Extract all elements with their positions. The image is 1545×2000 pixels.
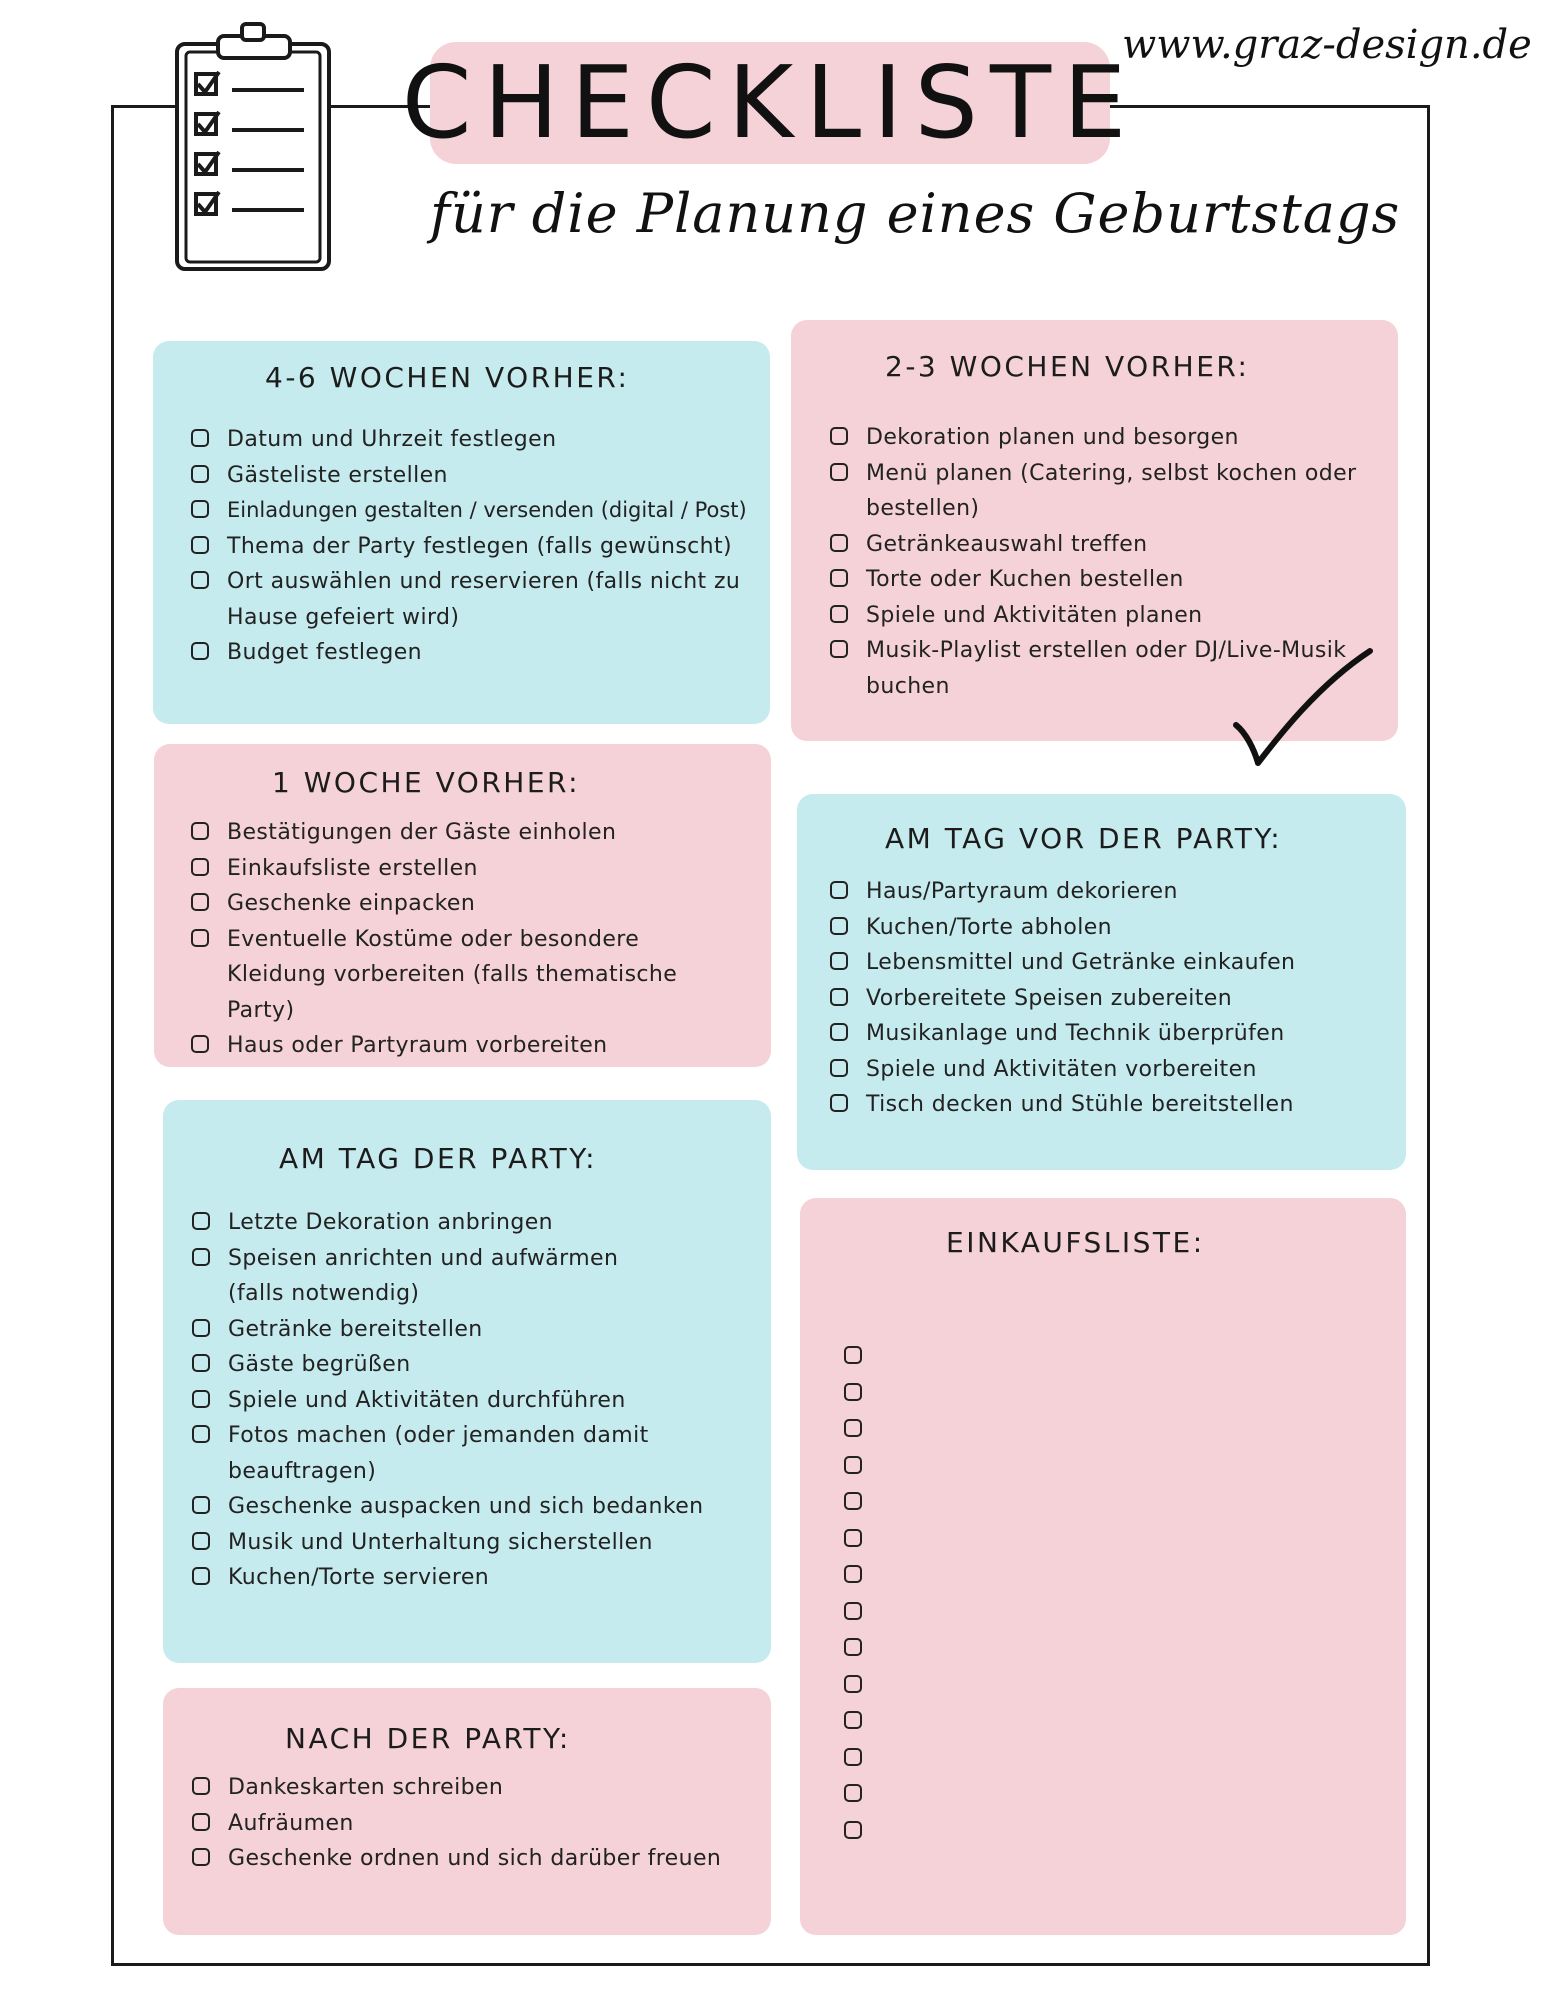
checkbox-icon[interactable] xyxy=(191,571,209,589)
list-item[interactable] xyxy=(844,1602,874,1620)
checkbox-icon[interactable] xyxy=(830,1059,848,1077)
checkbox-icon[interactable] xyxy=(830,952,848,970)
checklist xyxy=(192,1770,752,1877)
list-item[interactable]: Lebensmittel und Getränke einkaufen xyxy=(830,945,1390,981)
checkbox-icon[interactable] xyxy=(192,1212,210,1230)
list-item[interactable]: Spiele und Aktivitäten planen xyxy=(830,598,1365,634)
list-item[interactable]: Gästeliste erstellen xyxy=(191,458,771,494)
checkbox-icon[interactable] xyxy=(830,988,848,1006)
panel-4-6-weeks xyxy=(153,341,770,724)
checkbox-icon[interactable] xyxy=(830,427,848,445)
checkbox-icon[interactable] xyxy=(191,1035,209,1053)
list-item[interactable]: Bestätigungen der Gäste einholen xyxy=(191,815,736,851)
list-item[interactable] xyxy=(844,1565,874,1583)
list-item[interactable]: Kuchen/Torte abholen xyxy=(830,910,1390,946)
website-url: www.graz-design.de xyxy=(1122,22,1532,68)
list-item[interactable]: Getränkeauswahl treffen xyxy=(830,527,1365,563)
checkbox-icon[interactable] xyxy=(844,1711,862,1729)
list-item[interactable]: Dankeskarten schreiben xyxy=(192,1770,752,1806)
list-item[interactable]: Getränke bereitstellen xyxy=(192,1312,672,1348)
checkbox-icon[interactable] xyxy=(830,1023,848,1041)
clipboard-checklist-icon xyxy=(170,18,340,273)
checkbox-icon[interactable] xyxy=(191,536,209,554)
list-item[interactable] xyxy=(844,1784,874,1802)
checkmark-icon xyxy=(1228,645,1378,775)
checkbox-icon[interactable] xyxy=(844,1821,862,1839)
checkbox-icon[interactable] xyxy=(844,1419,862,1437)
list-item[interactable] xyxy=(844,1456,874,1474)
list-item[interactable] xyxy=(844,1711,874,1729)
checklist xyxy=(191,422,771,671)
checkbox-icon[interactable] xyxy=(192,1496,210,1514)
checkbox-icon[interactable] xyxy=(191,822,209,840)
checkbox-icon[interactable] xyxy=(844,1383,862,1401)
panel-title: AM TAG DER PARTY: xyxy=(279,1142,598,1175)
panel-day-before xyxy=(797,794,1406,1170)
list-item[interactable]: Torte oder Kuchen bestellen xyxy=(830,562,1365,598)
checkbox-icon[interactable] xyxy=(844,1456,862,1474)
checkbox-icon[interactable] xyxy=(844,1492,862,1510)
list-item[interactable]: Datum und Uhrzeit festlegen xyxy=(191,422,771,458)
list-item[interactable] xyxy=(844,1529,874,1547)
checkbox-icon[interactable] xyxy=(192,1848,210,1866)
list-item[interactable]: Musik-Playlist erstellen oder DJ/Live-Musik buchen xyxy=(830,633,1365,704)
list-item[interactable]: Gäste begrüßen xyxy=(192,1347,672,1383)
checkbox-icon[interactable] xyxy=(830,1094,848,1112)
checkbox-icon[interactable] xyxy=(191,429,209,447)
empty-checklist xyxy=(844,1346,874,1857)
checkbox-icon[interactable] xyxy=(830,534,848,552)
checkbox-icon[interactable] xyxy=(830,605,848,623)
panel-title: NACH DER PARTY: xyxy=(285,1722,571,1755)
panel-title: 4-6 WOCHEN VORHER: xyxy=(265,361,630,394)
checkbox-icon[interactable] xyxy=(844,1346,862,1364)
checkbox-icon[interactable] xyxy=(192,1777,210,1795)
title-banner xyxy=(401,42,1139,164)
list-item[interactable]: Dekoration planen und besorgen xyxy=(830,420,1365,456)
checkbox-icon[interactable] xyxy=(192,1813,210,1831)
list-item[interactable]: Haus oder Partyraum vorbereiten xyxy=(191,1028,736,1064)
checklist xyxy=(191,815,736,1064)
checklist xyxy=(830,874,1390,1123)
checkbox-icon[interactable] xyxy=(830,881,848,899)
list-item[interactable] xyxy=(844,1383,874,1401)
page-title: CHECKLISTE xyxy=(401,44,1139,161)
list-item[interactable] xyxy=(844,1821,874,1839)
list-item[interactable]: Geschenke auspacken und sich bedanken xyxy=(192,1489,672,1525)
checkbox-icon[interactable] xyxy=(192,1567,210,1585)
panel-1-week xyxy=(154,744,771,1067)
list-item[interactable]: Spiele und Aktivitäten durchführen xyxy=(192,1383,672,1419)
checkbox-icon[interactable] xyxy=(191,500,209,518)
list-item[interactable]: Eventuelle Kostüme oder besondere Kleidung vorbereiten (falls thematische Party) xyxy=(191,922,736,1029)
panel-party-day xyxy=(163,1100,771,1663)
checkbox-icon[interactable] xyxy=(844,1565,862,1583)
list-item[interactable]: Spiele und Aktivitäten vorbereiten xyxy=(830,1052,1390,1088)
list-item[interactable] xyxy=(844,1638,874,1656)
list-item[interactable]: Ort auswählen und reservieren (falls nicht zu Hause gefeiert wird) xyxy=(191,564,757,635)
list-item[interactable]: Fotos machen (oder jemanden damit beauftragen) xyxy=(192,1418,672,1489)
checkbox-icon[interactable] xyxy=(844,1784,862,1802)
checkbox-icon[interactable] xyxy=(844,1675,862,1693)
list-item[interactable] xyxy=(844,1675,874,1693)
list-item[interactable]: Vorbereitete Speisen zubereiten xyxy=(830,981,1390,1017)
list-item[interactable]: Tisch decken und Stühle bereitstellen xyxy=(830,1087,1390,1123)
list-item[interactable] xyxy=(844,1419,874,1437)
checkbox-icon[interactable] xyxy=(191,642,209,660)
checkbox-icon[interactable] xyxy=(844,1529,862,1547)
panel-after-party xyxy=(163,1688,771,1935)
list-item[interactable]: Geschenke ordnen und sich darüber freuen xyxy=(192,1841,752,1877)
panel-title: AM TAG VOR DER PARTY: xyxy=(885,822,1283,855)
panel-title: 2-3 WOCHEN VORHER: xyxy=(885,350,1250,383)
list-item[interactable]: Budget festlegen xyxy=(191,635,771,671)
list-item[interactable] xyxy=(844,1492,874,1510)
checkbox-icon[interactable] xyxy=(830,640,848,658)
list-item[interactable] xyxy=(844,1748,874,1766)
checkbox-icon[interactable] xyxy=(192,1390,210,1408)
checkbox-icon[interactable] xyxy=(192,1532,210,1550)
checkbox-icon[interactable] xyxy=(191,858,209,876)
checkbox-icon[interactable] xyxy=(192,1425,210,1443)
checkbox-icon[interactable] xyxy=(844,1638,862,1656)
checkbox-icon[interactable] xyxy=(830,463,848,481)
list-item[interactable]: Aufräumen xyxy=(192,1806,752,1842)
checkbox-icon[interactable] xyxy=(191,929,209,947)
list-item[interactable]: Einladungen gestalten / versenden (digital / Post) xyxy=(191,493,771,529)
panel-title: 1 WOCHE VORHER: xyxy=(272,766,581,799)
checkbox-icon[interactable] xyxy=(192,1354,210,1372)
list-item[interactable]: Einkaufsliste erstellen xyxy=(191,851,736,887)
checklist xyxy=(192,1205,704,1596)
checkbox-icon[interactable] xyxy=(191,465,209,483)
list-item[interactable]: Menü planen (Catering, selbst kochen oder bestellen) xyxy=(830,456,1365,527)
checkbox-icon[interactable] xyxy=(844,1748,862,1766)
list-item[interactable]: Thema der Party festlegen (falls gewünscht) xyxy=(191,529,771,565)
list-item[interactable]: Geschenke einpacken xyxy=(191,886,736,922)
checkbox-icon[interactable] xyxy=(844,1602,862,1620)
checkbox-icon[interactable] xyxy=(191,893,209,911)
list-item[interactable]: Musikanlage und Technik überprüfen xyxy=(830,1016,1390,1052)
checkbox-icon[interactable] xyxy=(830,569,848,587)
list-item[interactable]: Musik und Unterhaltung sicherstellen xyxy=(192,1525,672,1561)
checkbox-icon[interactable] xyxy=(192,1248,210,1266)
panel-shopping-list xyxy=(800,1198,1406,1935)
checkbox-icon[interactable] xyxy=(192,1319,210,1337)
page-subtitle: für die Planung eines Geburtstags xyxy=(430,182,1401,245)
list-item[interactable]: Letzte Dekoration anbringen xyxy=(192,1205,672,1241)
list-item[interactable]: Speisen anrichten und aufwärmen (falls notwendig) xyxy=(192,1241,672,1312)
panel-title: EINKAUFSLISTE: xyxy=(946,1226,1205,1259)
list-item[interactable]: Haus/Partyraum dekorieren xyxy=(830,874,1390,910)
checkbox-icon[interactable] xyxy=(830,917,848,935)
list-item[interactable] xyxy=(844,1346,874,1364)
list-item[interactable]: Kuchen/Torte servieren xyxy=(192,1560,672,1596)
